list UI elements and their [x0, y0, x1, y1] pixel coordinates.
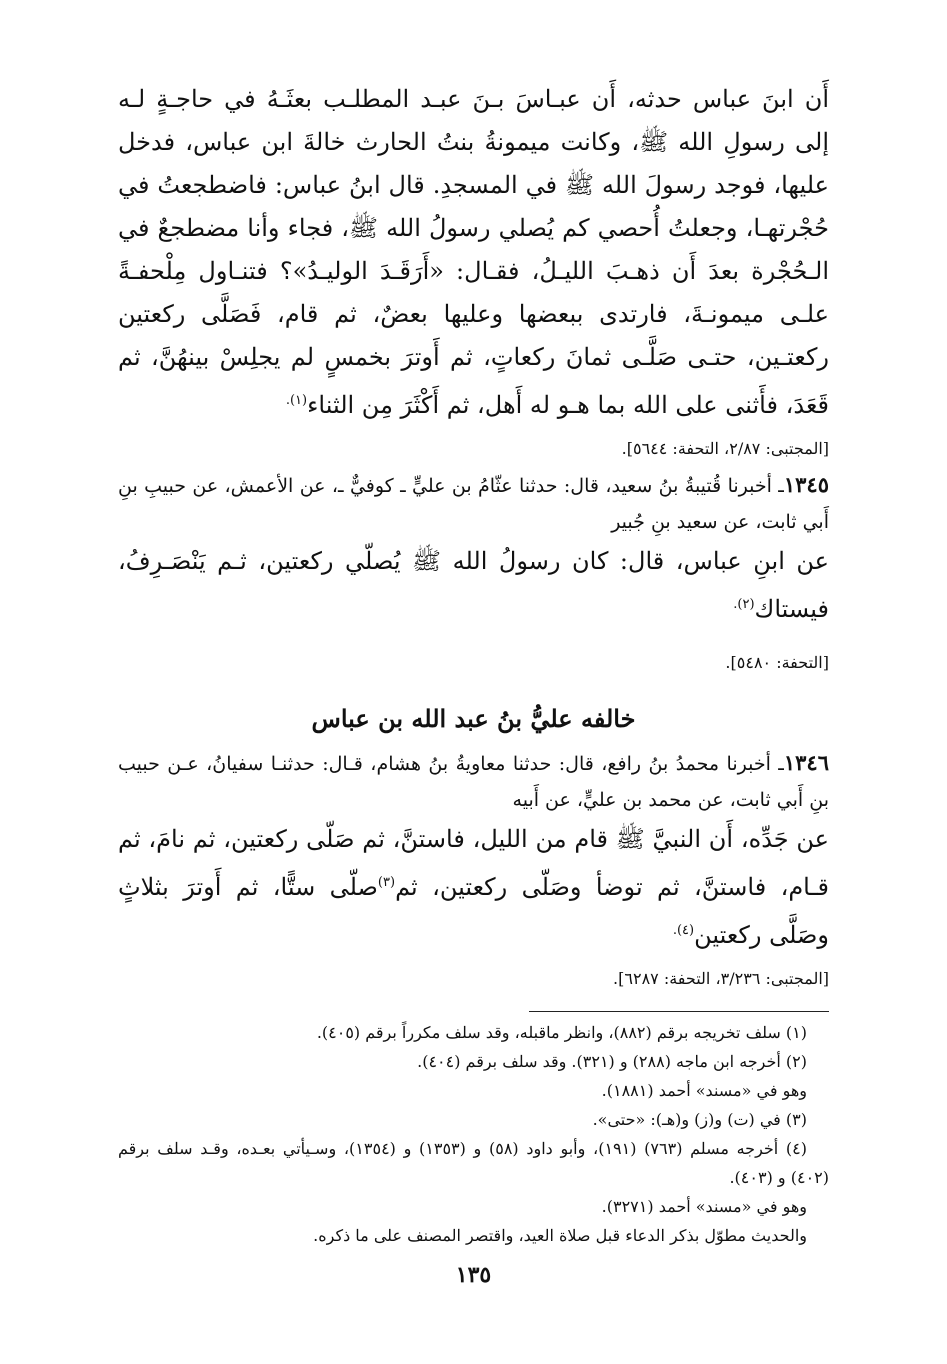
opening-text: أَن ابنَ عباس حدثه، أَن عبـاسَ بـنَ عبـد المطلـب بعثَـهُ في حاجـةٍ لـه إلى رسولِ الله ﷺ، وكانت ميمونةُ بنتُ الحارث خالةَ ابن عباس، فدخل عليها، فوجد رسولَ الله ﷺ في المسجدِ. قال ابنُ عباس: فاضطجعتُ في حُجْرتهـا، وجعلتُ أُحصي كم يُصلي رسولُ الله ﷺ، فجاء وأنا مضطجعٌ في الـحُجْرة بعدَ أَن ذهـبَ الليـلُ، فقـال: «أَرَقَـدَ الوليـدُ»؟ فتنـاول مِلْحفـةً علـى ميمونـةَ، فارتدى ببعضها وعليها بعضٌ، ثم قام، فَصَلَّى ركعتين ركعتـين، حتـى صَلَّـى ثمانَ ركعاتٍ، ثم أَوترَ بخمسٍ لم يجلِسْ بينهُنَّ، ثم قَعَدَ، فأَثنى على الله بما هـو له أَهل، ثم أَكْثَرَ مِن الثناء — [118, 85, 829, 419]
footnote-1: (١) سلف تخريجه برقم (٨٨٢)، وانظر ماقبله، وقد سلف مكرراً برقم (٤٠٥). — [316, 1023, 807, 1042]
footnote-marker-2: (٢). — [733, 597, 755, 612]
footnote-3: (٣) في (ت) و(ز) و(هـ): «حتى». — [592, 1110, 807, 1129]
opening-paragraph — [118, 78, 829, 427]
footnote-4-continuation: وهو في «مسند» أحمد (٣٢٧١). — [601, 1197, 807, 1216]
footnote-divider — [529, 1011, 829, 1012]
isnad-text-1346: ـ أخبرنا محمدُ بنُ رافع، قال: حدثنا معاويةُ بنُ هشام، قـال: حدثنـا سفيانُ، عـن حبيب بنِ أَبي ثابت، عن محمد بن عليٍّ، عن أَبيه — [118, 753, 829, 811]
hadith-number-1345: ١٣٤٥ — [783, 472, 829, 497]
footnote-marker-1: (١). — [285, 393, 308, 408]
footnote-2-continuation: وهو في «مسند» أحمد (١٨٨١). — [601, 1081, 807, 1100]
reference-1: [المجتبى: ٢/٨٧، التحفة: ٥٦٤٤]. — [621, 439, 829, 458]
hadith-1345-isnad — [118, 467, 829, 540]
hadith-1346-matn — [118, 818, 829, 957]
page-number: ١٣٥ — [455, 1262, 492, 1288]
matn-text-1346-a: عن جَدِّه، أَن النبيَّ ﷺ قام من الليل، فاستنَّ، ثم صَلّى ركعتين، ثم نامَ، ثم قـام، فاستنَّ، ثم توضأ وصَلّى ركعتين، ثم — [118, 825, 829, 901]
matn-text-1346-b: صلّى ستًّا، ثم أَوترَ بثلاثٍ وصَلَّى ركعتين — [118, 873, 829, 949]
footnote-2: (٢) أخرجه ابن ماجه (٢٨٨) و (٣٢١). وقد سلف برقم (٤٠٤). — [417, 1052, 807, 1071]
isnad-text-1345: ـ أخبرنا قُتيبةُ بنُ سعيد، قال: حدثنا عثّامُ بن عليٍّ ـ كوفيٌّ ـ، عن الأعمش، عن حبيبِ بنِ أَبي ثابت، عن سعيد بنِ جُبير — [118, 475, 829, 533]
footnotes — [118, 1018, 829, 1250]
footnote-4: (٤) أخرجه مسلم (٧٦٣) (١٩١)، وأبو داود (٥٨) و (١٣٥٣) و (١٣٥٤)، وسـيأتي بعـده، وقـد سلف برقم (٤٠٢) و (٤٠٣). — [118, 1139, 829, 1187]
footnote-4-remark: والحديث مطوّل بذكر الدعاء قبل صلاة العيد، واقتصر المصنف على ما ذكره. — [313, 1226, 807, 1245]
hadith-1345-matn — [118, 540, 829, 631]
hadith-1346-isnad — [118, 745, 829, 818]
section-heading: خالفه عليُّ بنُ عبد الله بن عباس — [311, 704, 636, 733]
reference-3: [المجتبى: ٣/٢٣٦، التحفة: ٦٢٨٧]. — [613, 969, 829, 988]
reference-2: [التحفة: ٥٤٨٠]. — [725, 653, 829, 672]
footnote-marker-3: (٣) — [377, 875, 396, 890]
hadith-number-1346: ١٣٤٦ — [783, 750, 829, 775]
document-page — [118, 78, 829, 1324]
footnote-marker-4: (٤). — [672, 923, 695, 938]
matn-text-1345: عن ابنِ عباس، قال: كان رسولُ الله ﷺ يُصلّي ركعتين، ثـم يَنْصَـرِفُ، فيستاك — [118, 547, 829, 623]
